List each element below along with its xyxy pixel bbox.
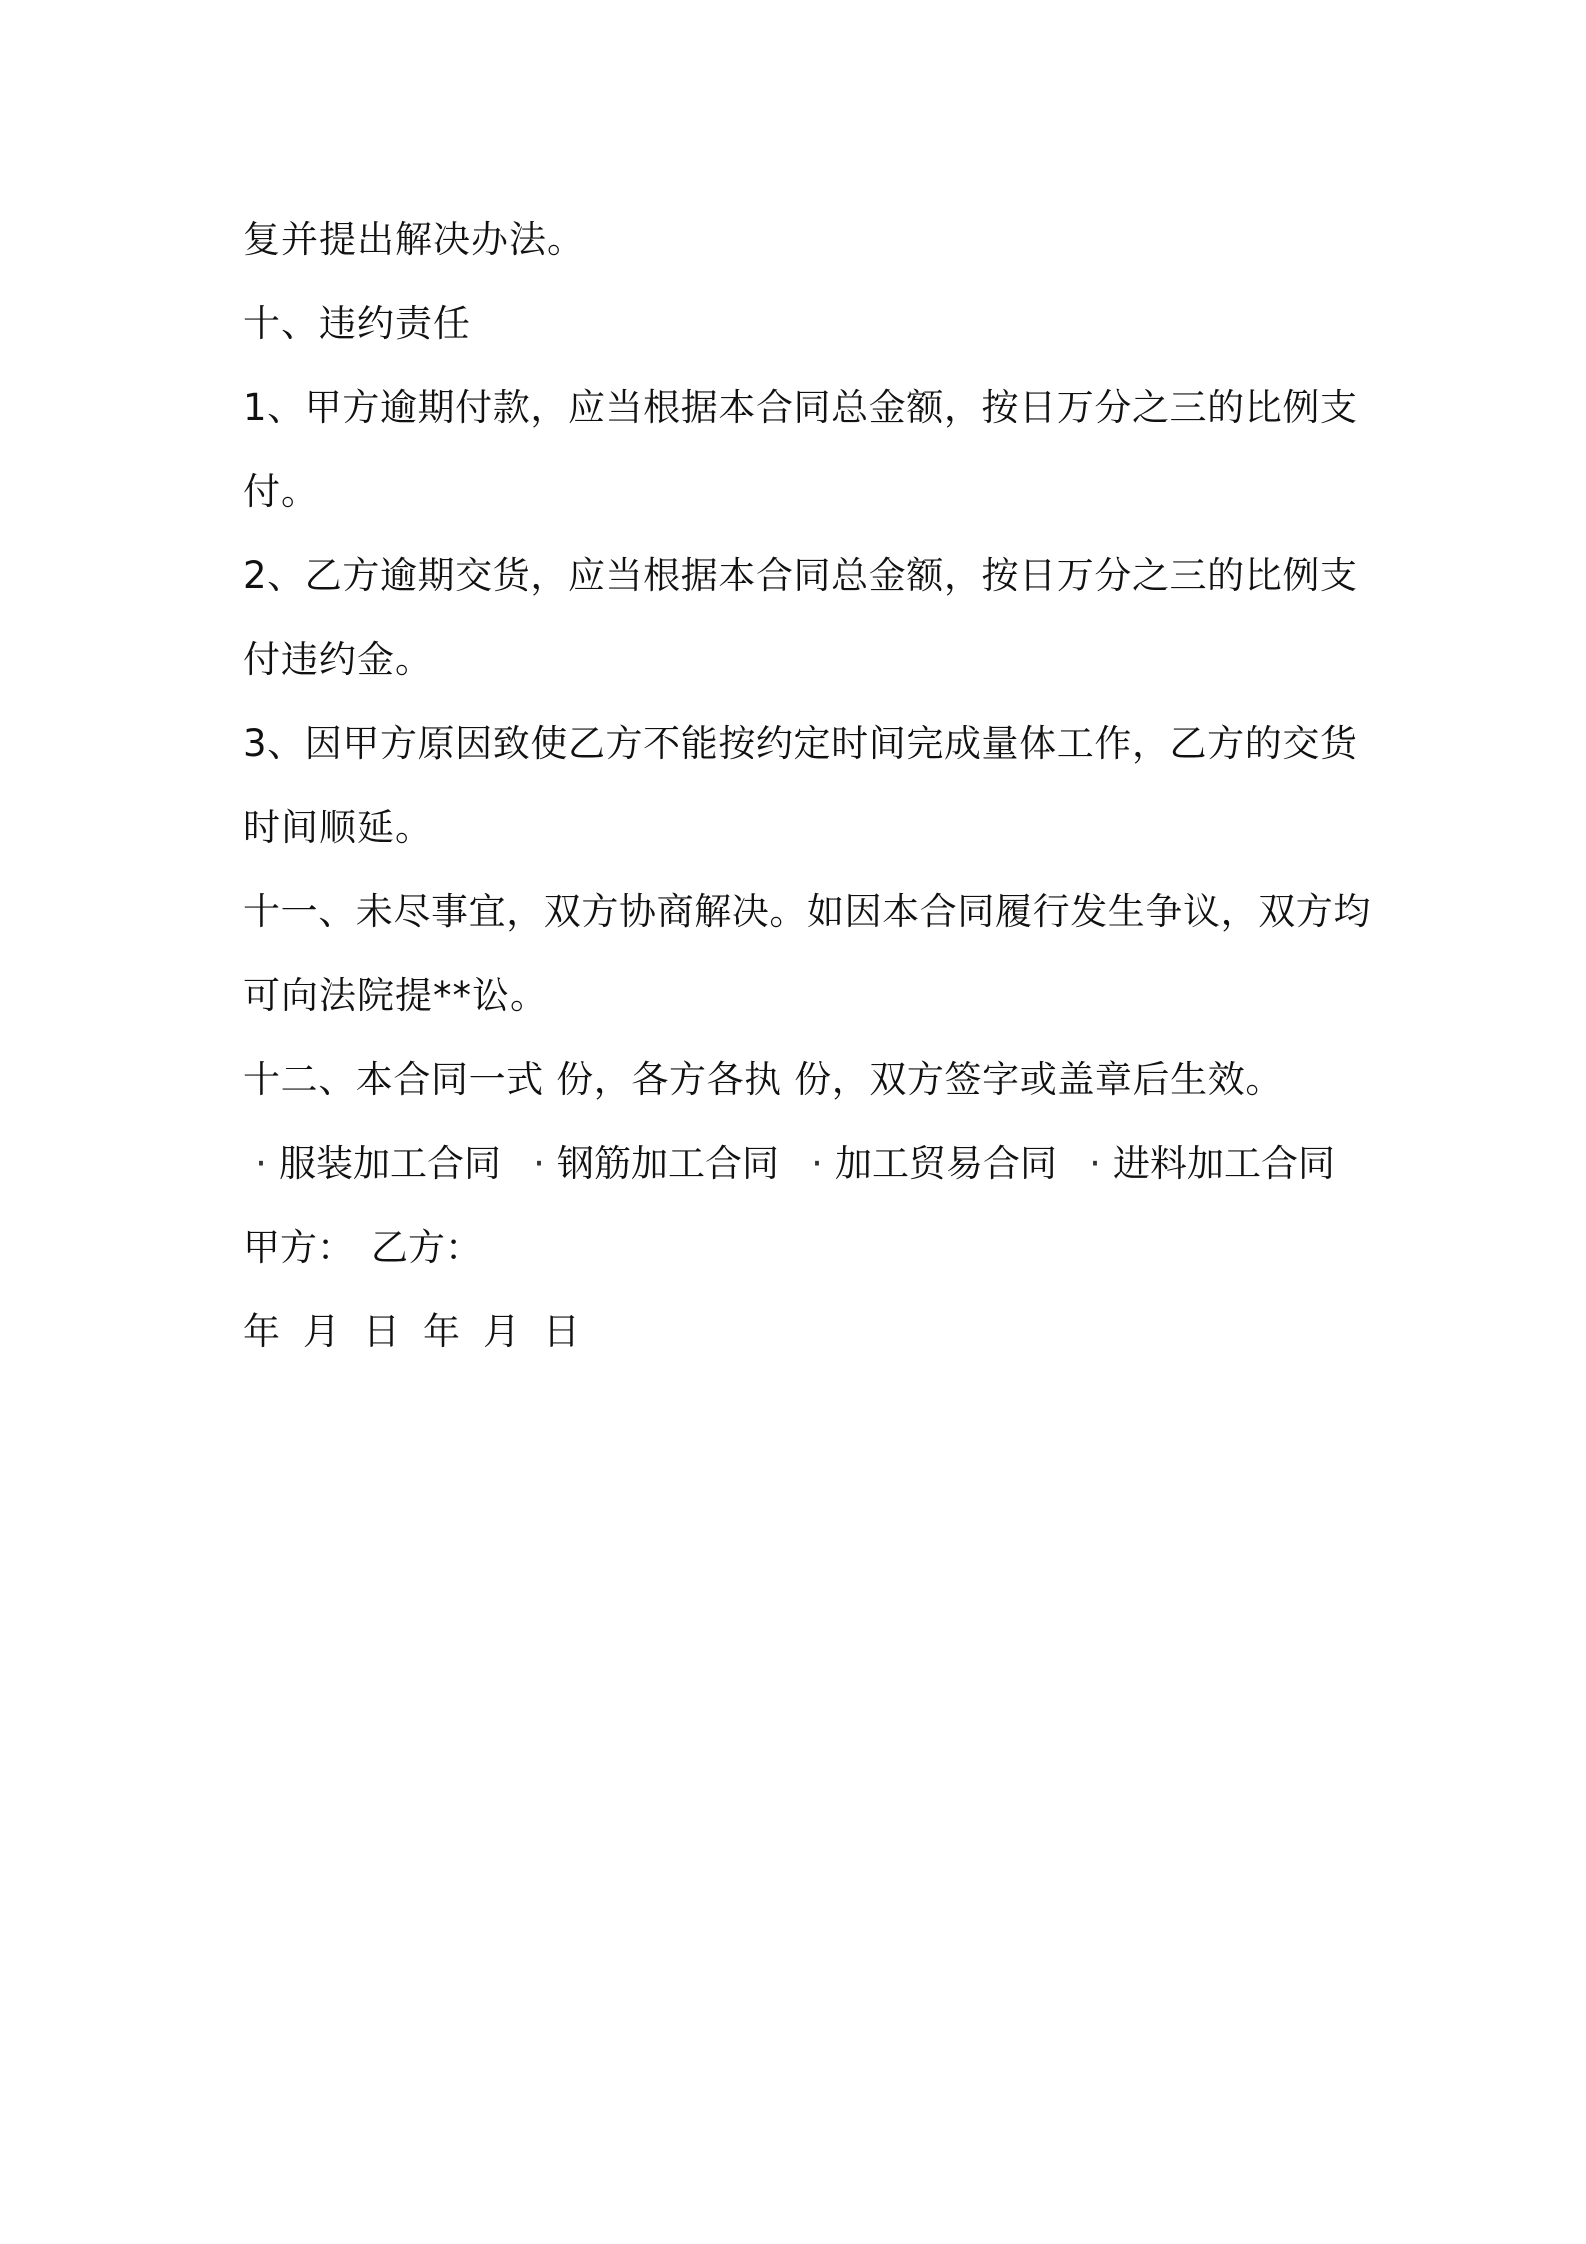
related-link-imported-materials-processing-contract[interactable]: 进料加工合同 (1113, 1142, 1335, 1185)
document-body (243, 198, 1371, 1374)
date-month-b: 月 (483, 1310, 520, 1353)
paragraph-line: 可向法院提**讼。 (243, 974, 548, 1017)
paragraph-line: 十一、未尽事宜，双方协商解决。如因本合同履行发生争议，双方均 (243, 890, 1371, 933)
paragraph-line: 3、因甲方原因致使乙方不能按约定时间完成量体工作，乙方的交货 (243, 722, 1358, 765)
paragraph-line: 付。 (243, 470, 319, 513)
date-month-a: 月 (303, 1310, 340, 1353)
paragraph-line: 付违约金。 (243, 638, 433, 681)
party-a-label: 甲方： (243, 1226, 354, 1269)
related-link-rebar-processing-contract[interactable]: 钢筋加工合同 (557, 1142, 779, 1185)
related-link-processing-trade-contract[interactable]: 加工贸易合同 (835, 1142, 1057, 1185)
date-day-a: 日 (363, 1310, 400, 1353)
related-link-garment-processing-contract[interactable]: 服装加工合同 (279, 1142, 501, 1185)
paragraph-line: 十二、本合同一式 份，各方各执 份，双方签字或盖章后生效。 (243, 1058, 1283, 1101)
date-row (243, 1290, 1363, 1374)
bullet-separator: · (811, 1142, 823, 1185)
section-heading: 十、违约责任 (243, 302, 471, 345)
paragraph-line: 2、乙方逾期交货，应当根据本合同总金额，按日万分之三的比例支 (243, 554, 1358, 597)
paragraph-line: 复并提出解决办法。 (243, 218, 585, 261)
signature-row (243, 1206, 1363, 1290)
paragraph-line: 1、甲方逾期付款，应当根据本合同总金额，按日万分之三的比例支 (243, 386, 1358, 429)
bullet-separator: · (255, 1142, 267, 1185)
related-contracts-links (243, 1122, 1363, 1206)
bullet-separator: · (1089, 1142, 1101, 1185)
party-b-label: 乙方： (371, 1226, 482, 1269)
date-year-b: 年 (423, 1310, 460, 1353)
bullet-separator: · (533, 1142, 545, 1185)
paragraph-line: 时间顺延。 (243, 806, 433, 849)
date-year-a: 年 (243, 1310, 280, 1353)
date-day-b: 日 (543, 1310, 580, 1353)
